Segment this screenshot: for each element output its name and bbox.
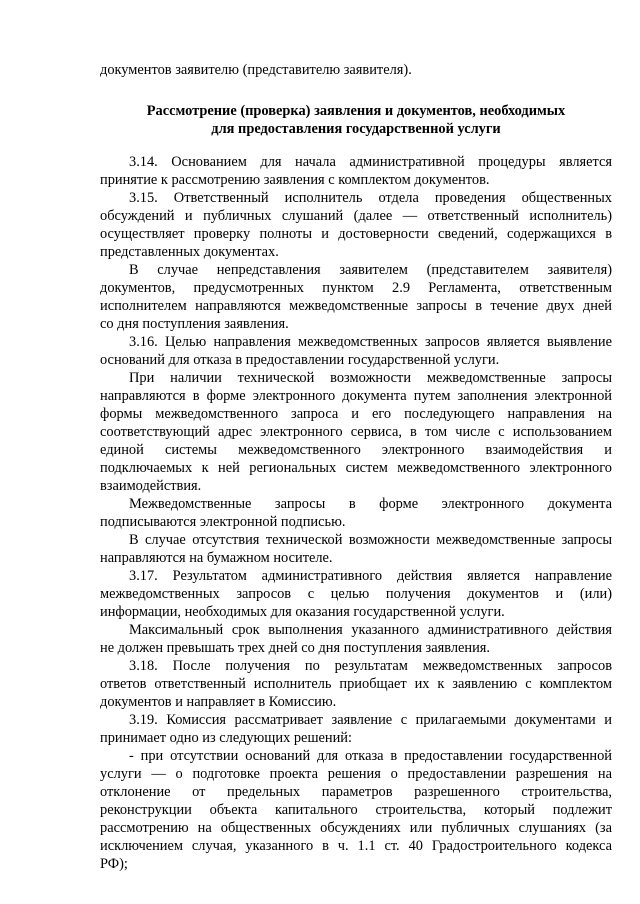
- text-line: направляются в форме электронного документа путем заполнения электронной: [100, 388, 612, 404]
- text-line: услуги — о подготовке проекта решения о предоставлении разрешения на: [100, 766, 612, 782]
- paragraph-3-14: 3.14. Основанием для начала административной процедуры является: [129, 154, 612, 170]
- text-line: единой системы межведомственного электронного взаимодействия и: [100, 442, 612, 458]
- text-line: документов заявителю (представителю заявителя).: [100, 62, 412, 78]
- text-line: ответов ответственный исполнитель приобщает их к заявлению с комплектом: [100, 676, 612, 692]
- text-line: соответствующий адрес электронного сервиса, в том числе с использованием: [100, 424, 612, 440]
- text-line: осуществляет проверку полноты и достоверности сведений, содержащихся в: [100, 226, 612, 242]
- text-line: взаимодействия.: [100, 478, 202, 494]
- paragraph-line: Максимальный срок выполнения указанного административного действия: [129, 622, 612, 638]
- paragraph-line: В случае отсутствия технической возможности межведомственные запросы: [129, 532, 612, 548]
- text-line: рассмотрению на общественных обсуждениях или публичных слушаниях (за: [100, 820, 612, 836]
- text-line: информации, необходимых для оказания государственной услуги.: [100, 604, 505, 620]
- text-line: исполнителем направляются межведомственные запросы в течение двух дней: [100, 298, 612, 314]
- text-line: не должен превышать трех дней со дня поступления заявления.: [100, 640, 491, 656]
- text-line: представленных документах.: [100, 244, 279, 260]
- text-line: отклонение от предельных параметров разрешенного строительства,: [100, 784, 612, 800]
- paragraph-3-17: 3.17. Результатом административного действия является направление: [129, 568, 612, 584]
- text-line: документов, предусмотренных пунктом 2.9 Регламента, ответственным: [100, 280, 612, 296]
- text-line: документов и направляет в Комиссию.: [100, 694, 337, 710]
- paragraph-3-15: 3.15. Ответственный исполнитель отдела проведения общественных: [129, 190, 612, 206]
- text-line: направляются на бумажном носителе.: [100, 550, 333, 566]
- text-line: подписываются электронной подписью.: [100, 514, 346, 530]
- text-line: принимает одно из следующих решений:: [100, 730, 353, 746]
- text-line: исключением случая, указанного в ч. 1.1 ст. 40 Градостроительного кодекса: [100, 838, 612, 854]
- paragraph-3-19: 3.19. Комиссия рассматривает заявление с прилагаемыми документами и: [129, 712, 612, 728]
- paragraph-3-16: 3.16. Целью направления межведомственных запросов является выявление: [129, 334, 612, 350]
- text-line: обсуждений и публичных слушаний (далее — ответственный исполнитель): [100, 208, 612, 224]
- list-item-line: - при отсутствии оснований для отказа в предоставлении государственной: [129, 748, 612, 764]
- section-heading: для предоставления государственной услуги: [211, 121, 501, 137]
- text-line: подключаемых к ней региональных систем межведомственного электронного: [100, 460, 612, 476]
- section-heading: Рассмотрение (проверка) заявления и документов, необходимых: [146, 103, 566, 119]
- paragraph-3-18: 3.18. После получения по результатам межведомственных запросов: [129, 658, 612, 674]
- paragraph-line: В случае непредставления заявителем (представителем заявителя): [129, 262, 612, 278]
- text-line: формы межведомственного запроса и его последующего направления на: [100, 406, 612, 422]
- text-line: межведомственных запросов с целью получения документов и (или): [100, 586, 612, 602]
- text-line: РФ);: [100, 856, 128, 872]
- text-line: принятие к рассмотрению заявления с комплектом документов.: [100, 172, 490, 188]
- paragraph-line: При наличии технической возможности межведомственные запросы: [129, 370, 612, 386]
- text-line: оснований для отказа в предоставлении государственной услуги.: [100, 352, 500, 368]
- text-line: со дня поступления заявления.: [100, 316, 289, 332]
- text-line: реконструкции объекта капитального строительства, который подлежит: [100, 802, 612, 818]
- paragraph-line: Межведомственные запросы в форме электронного документа: [129, 496, 612, 512]
